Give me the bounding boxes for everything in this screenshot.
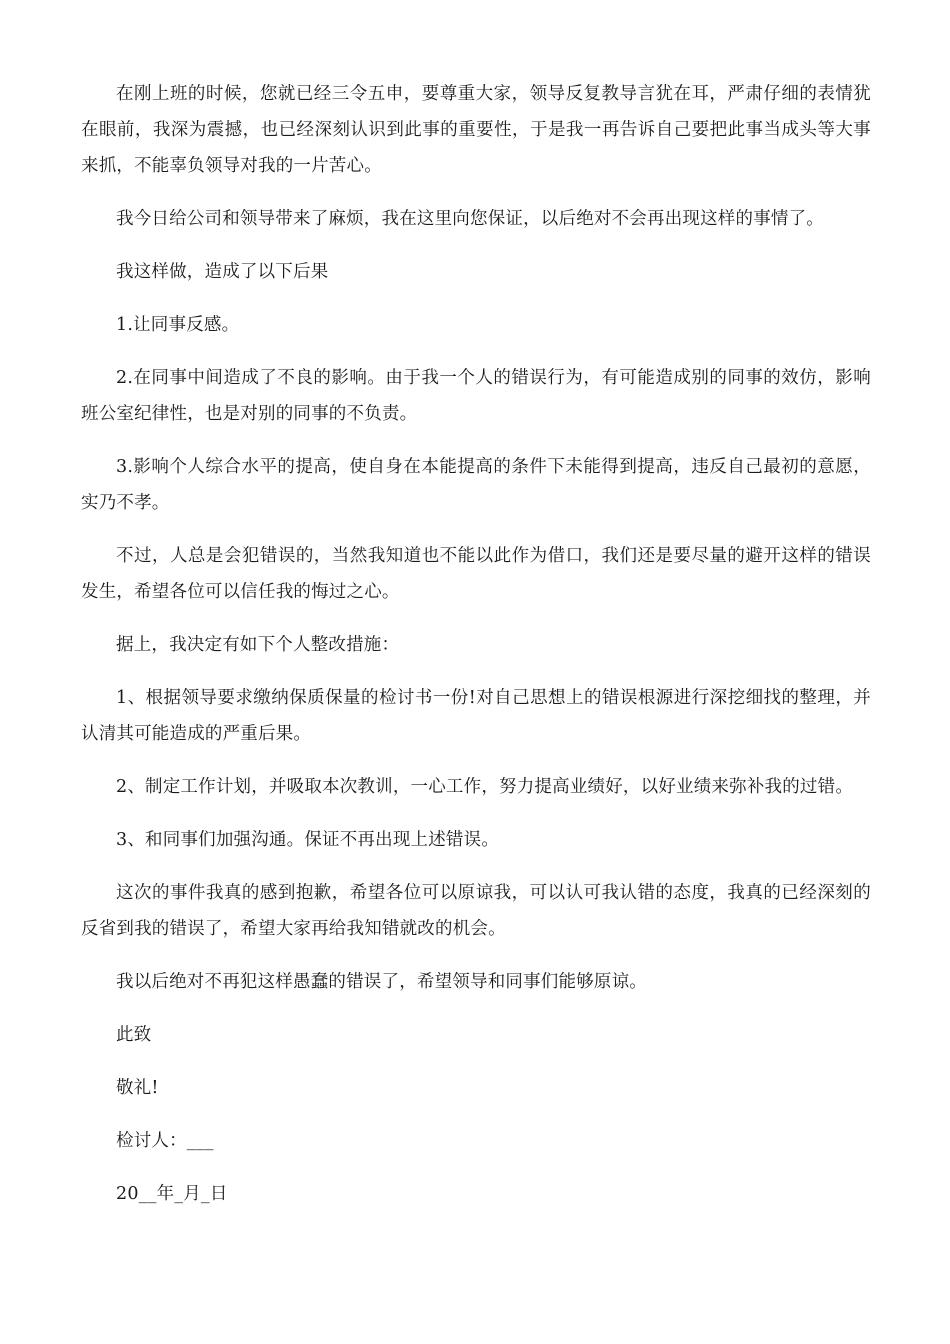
paragraph: 我这样做，造成了以下后果 [116,262,329,282]
list-item: 3、和同事们加强沟通。保证不再出现上述错误。 [116,830,500,850]
paragraph: 这次的事件我真的感到抱歉，希望各位可以原谅我，可以认可我认错的态度，我真的已经深刻的反省到我的错误了，希望大家再给我知错就改的机会。 [81,883,871,939]
list-item: 2.在同事中间造成了不良的影响。由于我一个人的错误行为，有可能造成别的同事的效仿，影响班公室纪律性，也是对别的同事的不负责。 [81,368,871,424]
date-line: 20__年_月_日 [116,1184,228,1204]
paragraph: 据上，我决定有如下个人整改措施： [116,635,400,655]
paragraph: 我以后绝对不再犯这样愚蠢的错误了，希望领导和同事们能够原谅。 [116,972,647,992]
list-item: 3.影响个人综合水平的提高，使自身在本能提高的条件下未能得到提高，违反自己最初的意愿，实乃不孝。 [81,457,871,513]
closing-regards: 敬礼! [116,1078,159,1098]
signature-line: 检讨人：___ [116,1131,214,1151]
paragraph: 我今日给公司和领导带来了麻烦，我在这里向您保证，以后绝对不会再出现这样的事情了。 [116,209,824,229]
document-body [81,76,871,1229]
paragraph: 在刚上班的时候，您就已经三令五申，要尊重大家，领导反复教导言犹在耳，严肃仔细的表情犹在眼前，我深为震撼，也已经深刻认识到此事的重要性，于是我一再告诉自己要把此事当成头等大事来抓，不能辜负领导对我的一片苦心。 [81,84,871,176]
list-item: 1、根据领导要求缴纳保质保量的检讨书一份!对自己思想上的错误根源进行深挖细找的整理，并认清其可能造成的严重后果。 [81,688,871,744]
list-item: 2、制定工作计划，并吸取本次教训，一心工作，努力提高业绩好，以好业绩来弥补我的过错。 [116,777,854,797]
closing-salutation: 此致 [116,1025,152,1045]
paragraph: 不过，人总是会犯错误的，当然我知道也不能以此作为借口，我们还是要尽量的避开这样的错误发生，希望各位可以信任我的悔过之心。 [81,546,871,602]
list-item: 1.让同事反感。 [116,315,240,335]
